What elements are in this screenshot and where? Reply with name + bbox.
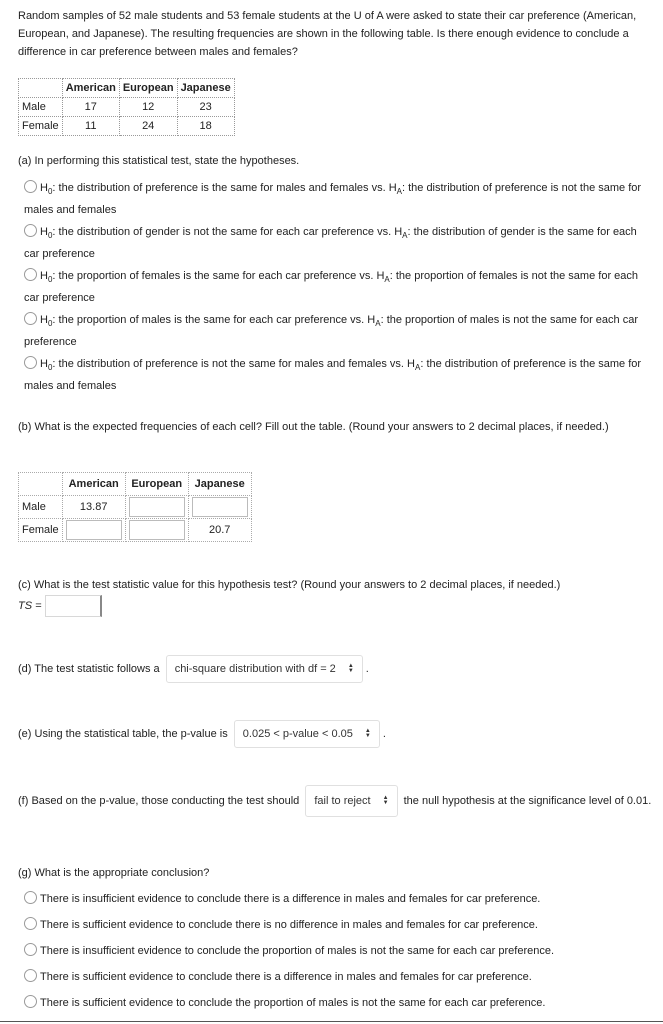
table-row bbox=[19, 98, 235, 117]
question-f: (f) Based on the p-value, those conducting the test should fail to reject ▲ ▼ the null hypothesis at the significance level of 0.01. bbox=[18, 785, 663, 817]
radio-button-icon[interactable] bbox=[24, 891, 37, 904]
test-statistic-input[interactable] bbox=[45, 595, 102, 617]
radio-button-icon[interactable] bbox=[24, 995, 37, 1008]
col-header-american: American bbox=[62, 473, 125, 496]
updown-arrow-icon: ▲ ▼ bbox=[382, 795, 389, 807]
table-row bbox=[19, 117, 235, 136]
radio-button-icon[interactable] bbox=[24, 356, 37, 369]
cell: 12 bbox=[119, 98, 177, 117]
expected-male-japanese-input[interactable] bbox=[192, 497, 248, 517]
observed-frequency-table bbox=[18, 78, 235, 136]
col-header-european: European bbox=[119, 79, 177, 98]
decision-select[interactable]: fail to reject ▲ ▼ bbox=[305, 785, 397, 817]
conclusion-option-1[interactable]: There is insufficient evidence to conclude there is a difference in males and females for car preference. bbox=[24, 890, 654, 908]
question-c: (c) What is the test statistic value for this hypothesis test? (Round your answers to 2 decimal places, if needed.) bbox=[18, 579, 561, 591]
expected-frequency-table bbox=[18, 472, 252, 542]
ts-label: TS = bbox=[18, 599, 42, 612]
distribution-select[interactable]: chi-square distribution with df = 2 ▲ ▼ bbox=[166, 655, 363, 683]
expected-female-european-input[interactable] bbox=[129, 520, 185, 540]
p-value-select[interactable]: 0.025 < p-value < 0.05 ▲ ▼ bbox=[234, 720, 380, 748]
expected-male-american: 13.87 bbox=[62, 496, 125, 519]
question-a: (a) In performing this statistical test, state the hypotheses. bbox=[18, 155, 300, 167]
divider bbox=[0, 1021, 663, 1022]
problem-intro: Random samples of 52 male students and 53 female students at the U of A were asked to state their car preference (American, European, and Japanese). The resulting frequencies are shown in the following table. Is there enough evidence to conclude a difference in car preference between males and females? bbox=[18, 10, 637, 58]
hypothesis-option-3[interactable]: $H_0$: the proportion of females is the same for each car preference vs. $H_A$: the proportion of females is not the same for each car preference bbox=[24, 270, 639, 305]
col-header-european: European bbox=[125, 473, 188, 496]
updown-arrow-icon: ▲ ▼ bbox=[347, 663, 354, 675]
conclusion-option-2[interactable]: There is sufficient evidence to conclude there is no difference in males and females for car preference. bbox=[24, 916, 654, 934]
conclusion-option-4[interactable]: There is sufficient evidence to conclude there is a difference in males and females for car preference. bbox=[24, 968, 654, 986]
radio-button-icon[interactable] bbox=[24, 312, 37, 325]
radio-button-icon[interactable] bbox=[24, 268, 37, 281]
row-label-male: Male bbox=[19, 98, 63, 117]
expected-female-japanese: 20.7 bbox=[188, 519, 251, 542]
table-row bbox=[19, 519, 252, 542]
expected-male-european-input[interactable] bbox=[129, 497, 185, 517]
row-label-male: Male bbox=[19, 496, 63, 519]
radio-button-icon[interactable] bbox=[24, 224, 37, 237]
conclusion-option-5[interactable]: There is sufficient evidence to conclude the proportion of males is not the same for each car preference. bbox=[24, 994, 654, 1012]
radio-button-icon[interactable] bbox=[24, 969, 37, 982]
radio-button-icon[interactable] bbox=[24, 943, 37, 956]
cell: 18 bbox=[177, 117, 234, 136]
question-g: (g) What is the appropriate conclusion? bbox=[18, 867, 210, 879]
question-d: (d) The test statistic follows a chi-square distribution with df = 2 ▲ ▼ . bbox=[18, 655, 369, 683]
hypothesis-option-1[interactable]: $H_0$: the distribution of preference is the same for males and females vs. $H_A$: the distribution of preference is not the same for males and females bbox=[24, 182, 642, 217]
row-label-female: Female bbox=[19, 117, 63, 136]
question-b: (b) What is the expected frequencies of each cell? Fill out the table. (Round your answers to 2 decimal places, if needed.) bbox=[18, 421, 609, 433]
cell: 23 bbox=[177, 98, 234, 117]
row-label-female: Female bbox=[19, 519, 63, 542]
col-header-american: American bbox=[62, 79, 119, 98]
table-row bbox=[19, 496, 252, 519]
hypothesis-option-5[interactable]: $H_0$: the distribution of preference is not the same for males and females vs. $H_A$: the distribution of preference is the same for males and females bbox=[24, 358, 642, 393]
hypothesis-option-2[interactable]: $H_0$: the distribution of gender is not the same for each car preference vs. $H_A$: the distribution of gender is the same for each car preference bbox=[24, 226, 637, 261]
updown-arrow-icon: ▲ ▼ bbox=[364, 728, 371, 740]
radio-button-icon[interactable] bbox=[24, 917, 37, 930]
radio-button-icon[interactable] bbox=[24, 180, 37, 193]
expected-female-american-input[interactable] bbox=[66, 520, 122, 540]
cell: 24 bbox=[119, 117, 177, 136]
conclusion-option-3[interactable]: There is insufficient evidence to conclude the proportion of males is not the same for each car preference. bbox=[24, 942, 654, 960]
col-header-japanese: Japanese bbox=[177, 79, 234, 98]
cell: 11 bbox=[62, 117, 119, 136]
question-e: (e) Using the statistical table, the p-value is 0.025 < p-value < 0.05 ▲ ▼ . bbox=[18, 720, 386, 748]
hypothesis-option-4[interactable]: $H_0$: the proportion of males is the same for each car preference vs. $H_A$: the proportion of males is not the same for each car preference bbox=[24, 314, 638, 349]
test-statistic-row bbox=[18, 595, 102, 617]
col-header-japanese: Japanese bbox=[188, 473, 251, 496]
cell: 17 bbox=[62, 98, 119, 117]
